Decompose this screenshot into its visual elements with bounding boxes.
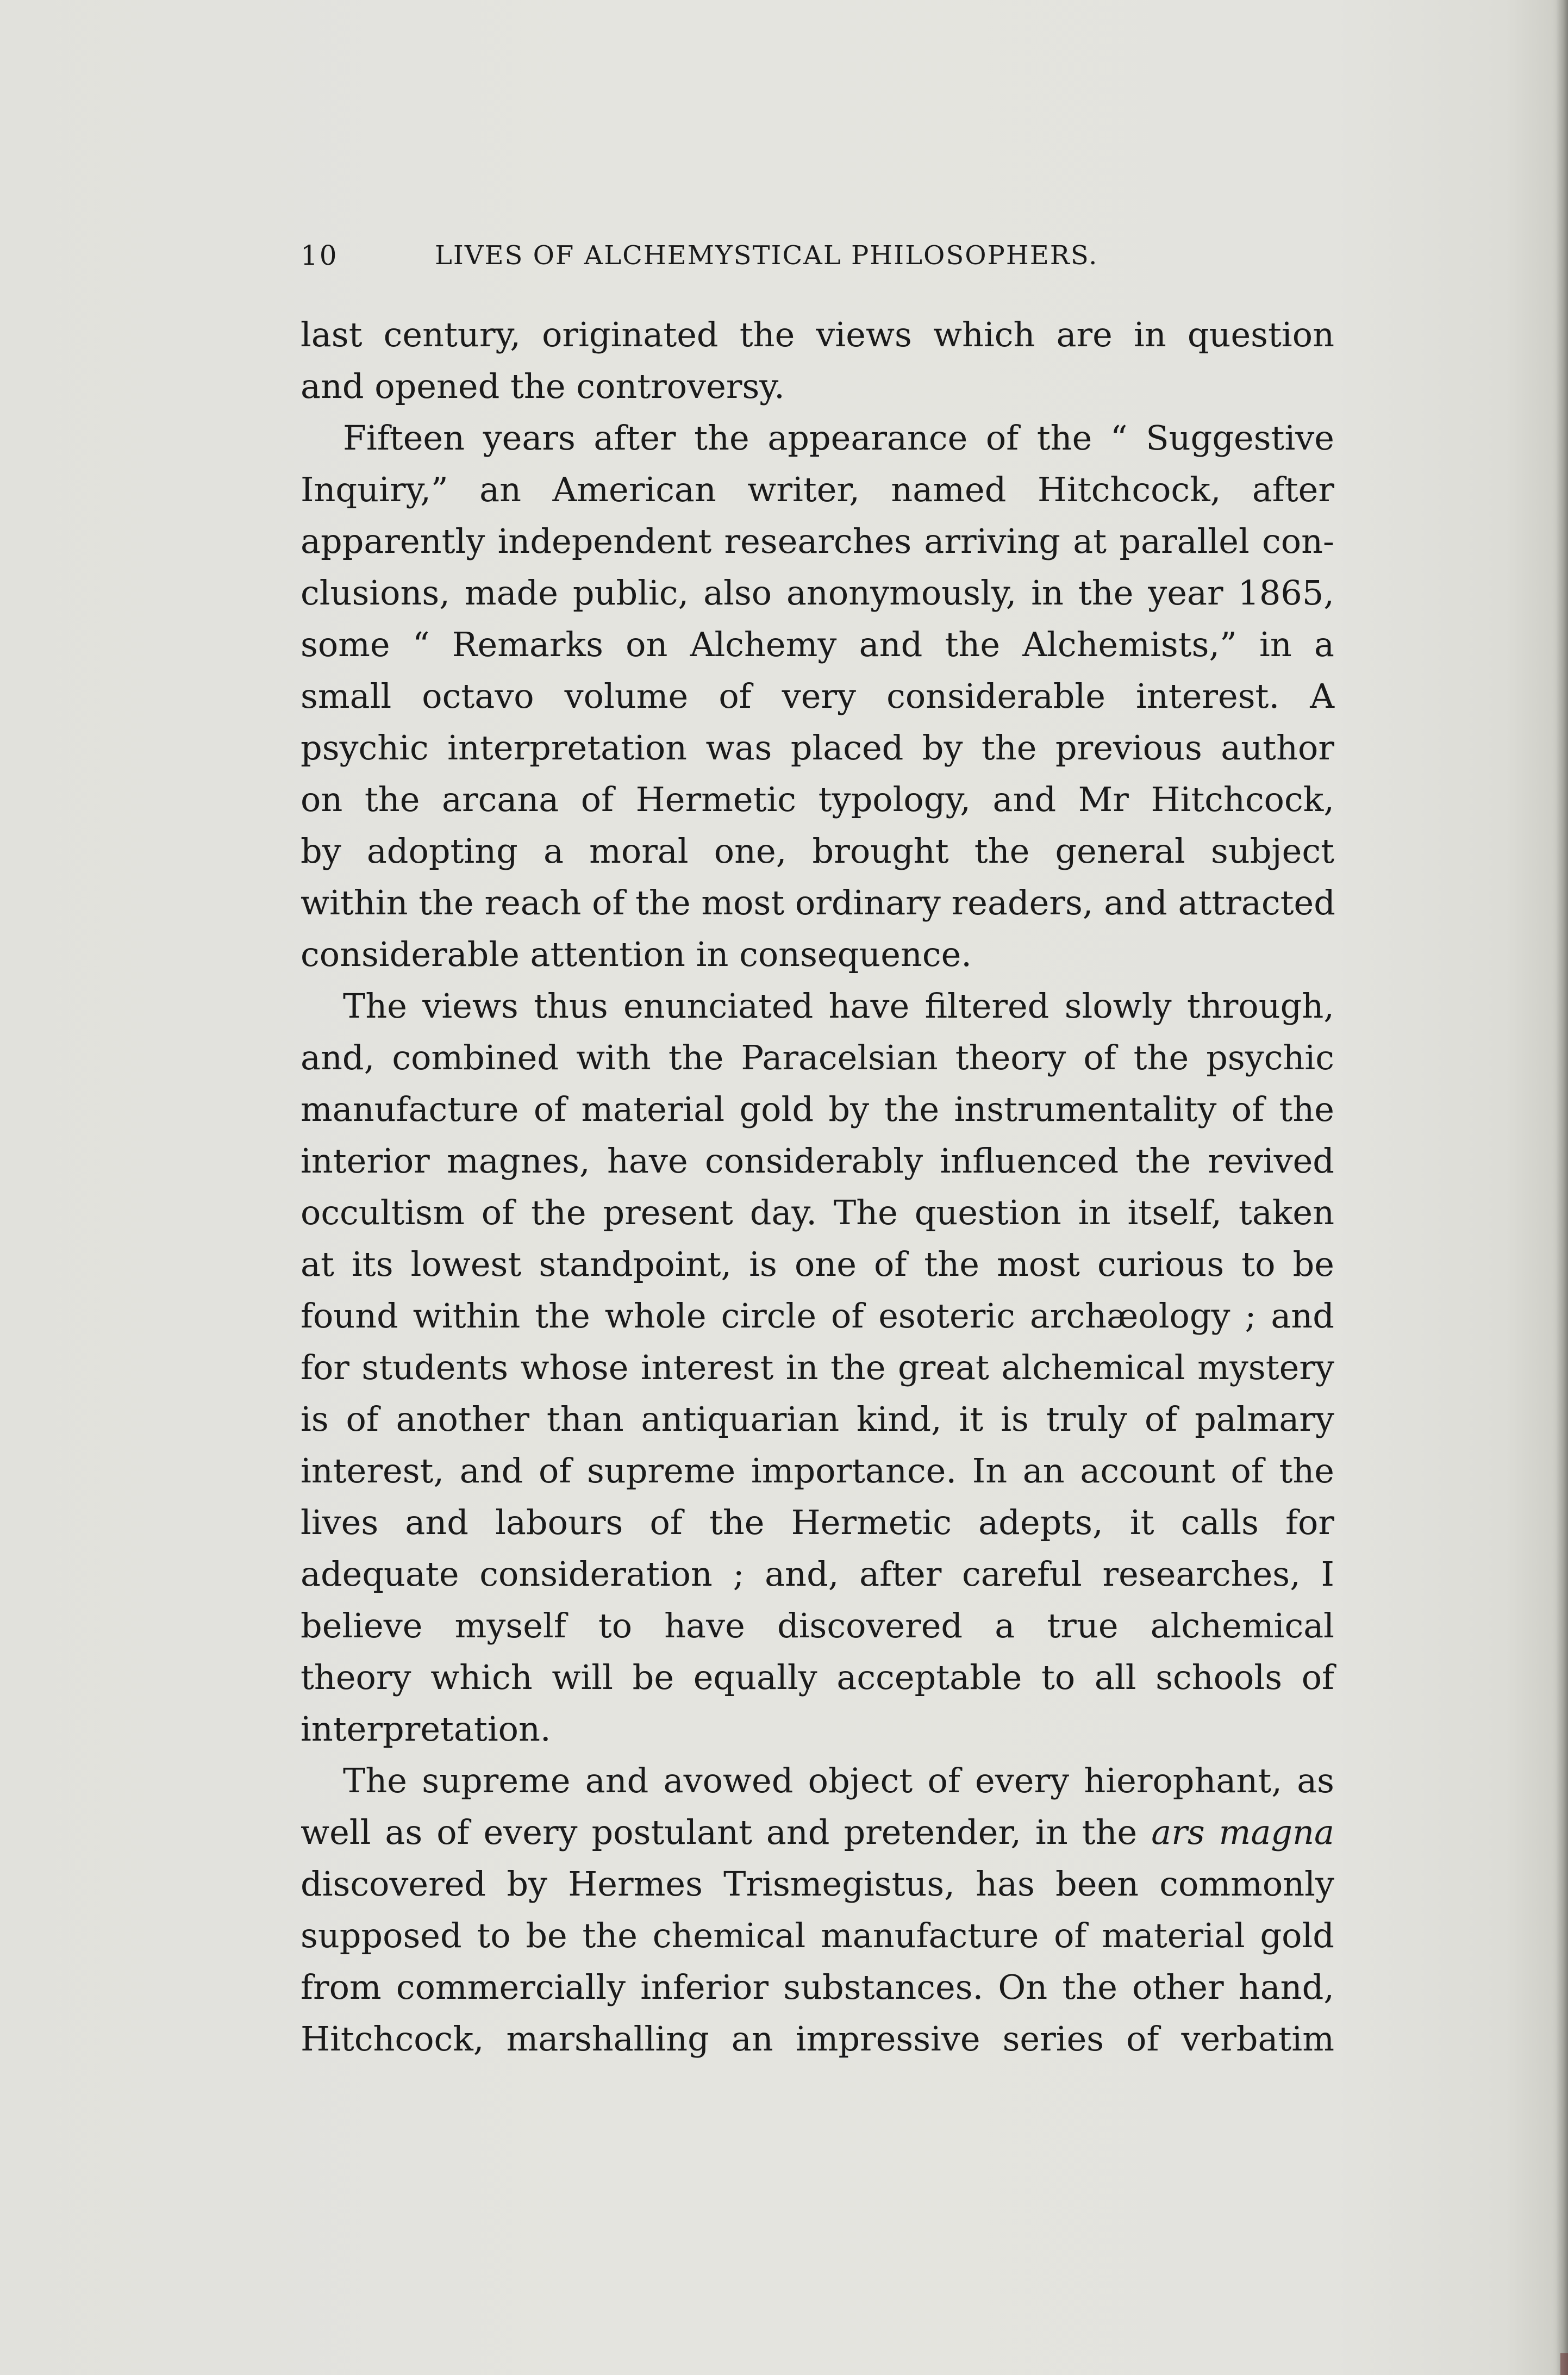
text-line: found within the whole circle of esoteric archæology ; and bbox=[301, 1296, 1334, 1336]
paragraph-start-line: Fifteen years after the appearance of the “ Suggestive bbox=[343, 418, 1334, 458]
text-segment: well as of every postulant and pretender, in the bbox=[301, 1812, 1138, 1852]
page-edge-shadow bbox=[1556, 0, 1568, 2375]
text-line: interpretation. bbox=[301, 1709, 551, 1749]
text-line: lives and labours of the Hermetic adepts, it calls for bbox=[301, 1503, 1334, 1542]
italic-phrase: ars magna bbox=[1151, 1812, 1334, 1852]
paragraph-start-line: The views thus enunciated have filtered slowly through, bbox=[343, 986, 1334, 1026]
text-line: adequate consideration ; and, after careful researches, I bbox=[301, 1554, 1334, 1594]
text-line: small octavo volume of very considerable interest. A bbox=[301, 676, 1334, 716]
text-line: psychic interpretation was placed by the previous author bbox=[301, 728, 1334, 768]
text-line: considerable attention in consequence. bbox=[301, 934, 972, 974]
text-line: at its lowest standpoint, is one of the most curious to be bbox=[301, 1244, 1334, 1284]
text-line: discovered by Hermes Trismegistus, has been commonly bbox=[301, 1864, 1334, 1904]
body-text bbox=[301, 309, 1334, 2065]
text-line: occultism of the present day. The question in itself, taken bbox=[301, 1193, 1334, 1232]
text-line: and, combined with the Paracelsian theory of the psychic bbox=[301, 1038, 1334, 1077]
text-line: manufacture of material gold by the instrumentality of the bbox=[301, 1089, 1334, 1129]
paragraph-start-line: The supreme and avowed object of every hierophant, as bbox=[343, 1761, 1334, 1800]
text-line: by adopting a moral one, brought the general subject bbox=[301, 831, 1334, 871]
page-number: 10 bbox=[301, 240, 339, 271]
running-head bbox=[301, 234, 1334, 277]
text-line: believe myself to have discovered a true alchemical bbox=[301, 1606, 1334, 1645]
text-line: Inquiry,” an American writer, named Hitchcock, after bbox=[301, 470, 1334, 509]
text-line: interest, and of supreme importance. In an account of the bbox=[301, 1451, 1334, 1491]
text-line: some “ Remarks on Alchemy and the Alchemists,” in a bbox=[301, 625, 1334, 664]
text-line: from commercially inferior substances. On the other hand, bbox=[301, 1967, 1334, 2007]
text-line: theory which will be equally acceptable to all schools of bbox=[301, 1657, 1334, 1697]
text-line: and opened the controversy. bbox=[301, 366, 785, 406]
text-line: clusions, made public, also anonymously, in the year 1865, bbox=[301, 573, 1334, 613]
text-line: last century, originated the views which are in question bbox=[301, 315, 1334, 354]
text-line-with-italic bbox=[301, 1806, 1334, 1858]
page-edge-corner bbox=[1560, 2353, 1568, 2375]
text-line: is of another than antiquarian kind, it is truly of palmary bbox=[301, 1399, 1334, 1439]
text-line: Hitchcock, marshalling an impressive series of verbatim bbox=[301, 2019, 1334, 2059]
text-line: within the reach of the most ordinary readers, and attracted bbox=[301, 883, 1335, 922]
text-line: for students whose interest in the great alchemical mystery bbox=[301, 1348, 1334, 1387]
text-line: interior magnes, have considerably influenced the revived bbox=[301, 1141, 1334, 1181]
text-line: supposed to be the chemical manufacture of material gold bbox=[301, 1916, 1334, 1955]
text-line: apparently independent researches arriving at parallel con- bbox=[301, 521, 1334, 561]
text-line: on the arcana of Hermetic typology, and Mr Hitchcock, bbox=[301, 780, 1334, 819]
running-head-title: LIVES OF ALCHEMYSTICAL PHILOSOPHERS. bbox=[435, 240, 1098, 271]
